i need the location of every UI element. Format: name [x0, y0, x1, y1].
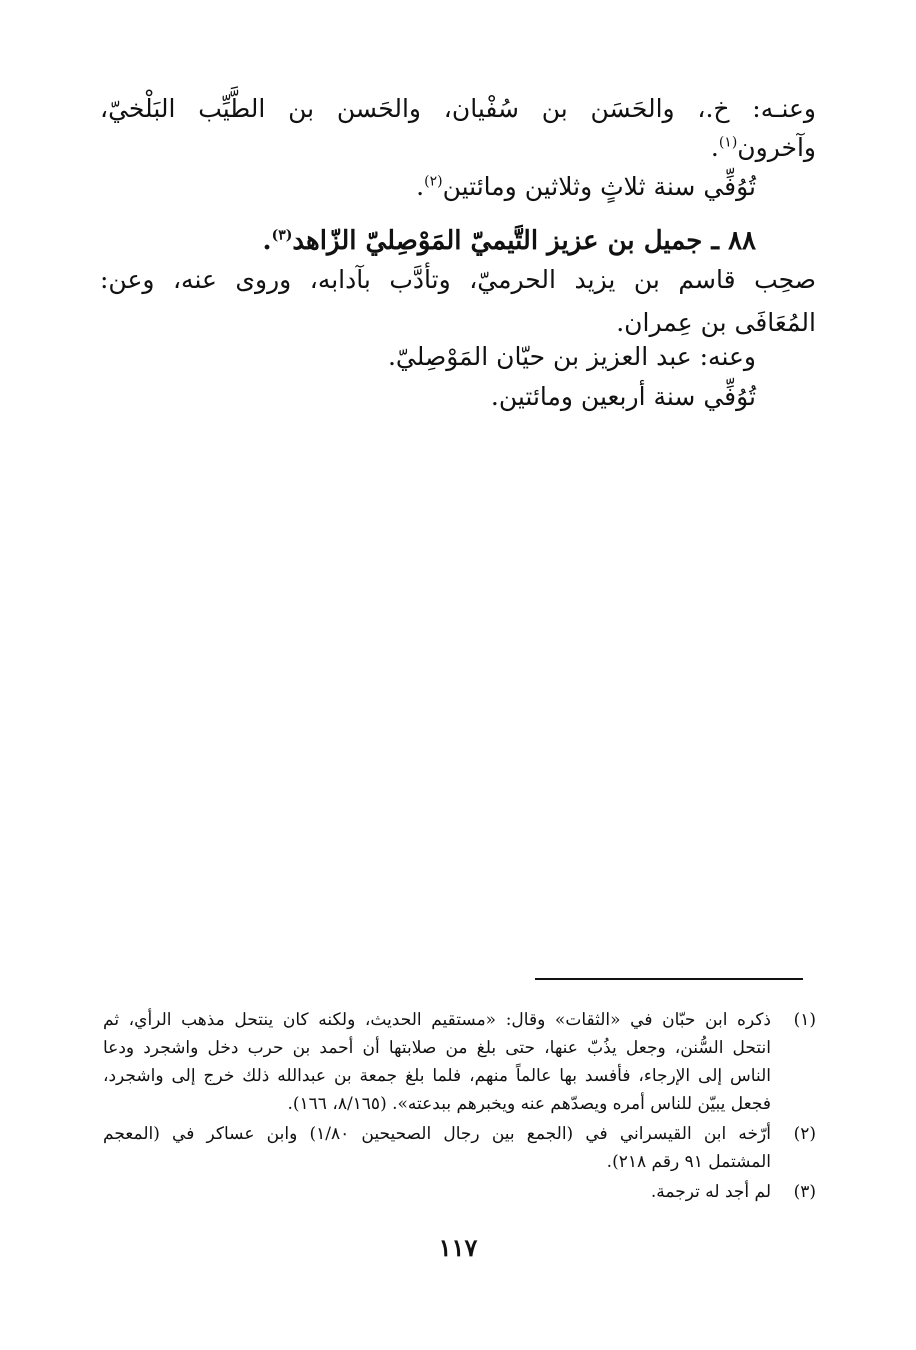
footnote-1-line-2: انتحل السُّنن، وجعل يذُبّ عنها، حتى بلغ من صلابتها أن أحمد بن حرب دخل واشجرد ودعا [103, 1038, 771, 1058]
footnote-ref-3: (٣) [271, 227, 293, 244]
text-line-1: وعنـه: خ.، والحَسَن بن سُفْيان، والحَسن بن الطَّيِّب البَلْخيّ، [100, 94, 816, 123]
entry-heading: ٨٨ ـ جميل بن عزيز التَّيميّ المَوْصِليّ الزّاهد$^{(٣)}$. [262, 226, 756, 256]
footnote-2-line-2: المشتمل ٩١ رقم ٢١٨). [606, 1152, 771, 1172]
footnote-1-line-3: الناس إلى الإرجاء، فأفسد بها عالماً منهم، فلما بلغ جمعة بن عبدالله ذلك خرج إلى واشجرد، [103, 1066, 771, 1086]
footnote-2-number: (٢) [793, 1124, 816, 1144]
page-number: ١١٧ [438, 1233, 478, 1262]
footnote-separator [535, 978, 803, 980]
footnote-2-line-1: أرّخه ابن القيسراني في (الجمع بين رجال الصحيحين ١/٨٠) وابن عساكر في (المعجم [103, 1124, 771, 1144]
footnote-1-line-1: ذكره ابن حبّان في «الثقات» وقال: «مستقيم الحديث، ولكنه كان ينتحل مذهب الرأي، ثم [103, 1010, 771, 1030]
footnote-ref-1: (١) [718, 134, 738, 151]
footnote-1-line-4: فجعل يبيّن للناس أمره ويصدّهم عنه ويخبرهم ببدعته». (٨/١٦٥، ١٦٦). [287, 1094, 771, 1114]
footnote-3-number: (٣) [793, 1182, 816, 1202]
text-line-8: تُوُفِّي سنة أربعين ومائتين. [490, 382, 756, 411]
footnote-ref-2: (٢) [424, 173, 443, 190]
footnote-1-number: (١) [793, 1010, 816, 1030]
footnote-3-line-1: لم أجد له ترجمة. [650, 1182, 771, 1202]
text-line-3: تُوُفِّي سنة ثلاثٍ وثلاثين ومائتين$^{(٢)}$. [416, 172, 756, 201]
text-line-6: المُعَافَى بن عِمران. [616, 308, 816, 337]
text-line-5: صحِب قاسم بن يزيد الحرميّ، وتأدَّب بآدابه، وروى عنه، وعن: [100, 265, 816, 294]
text-line-7: وعنه: عبد العزيز بن حيّان المَوْصِليّ. [387, 342, 756, 371]
text-line-2: وآخرون$^{(١)}$. [710, 133, 816, 162]
